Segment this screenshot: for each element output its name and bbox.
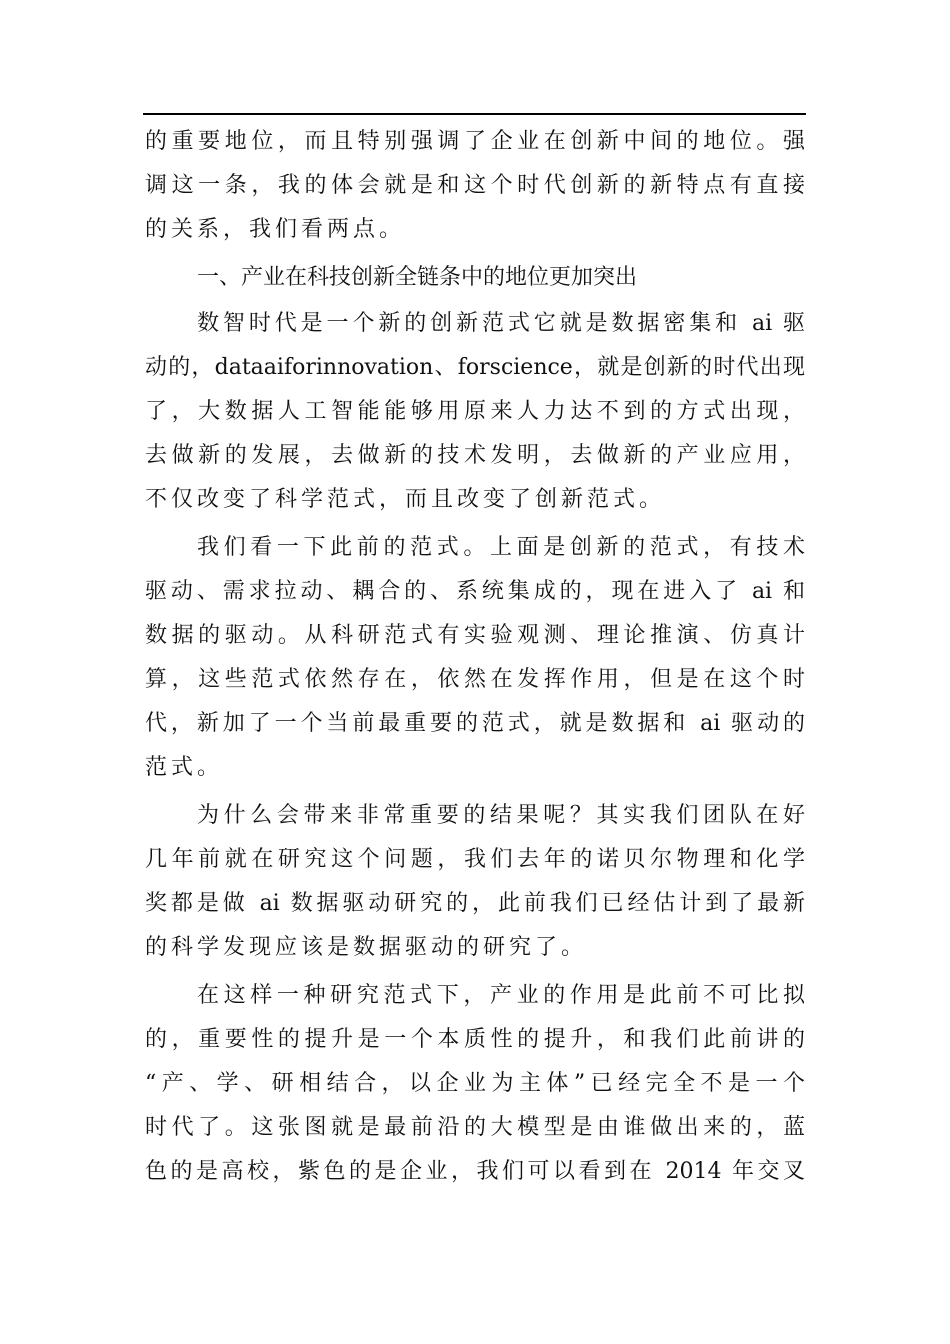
text-line: 调这一条，我的体会就是和这个时代创新的新特点有直接 (145, 173, 805, 198)
text-line: 代，新加了一个当前最重要的范式，就是数据和 ai 驱动的 (145, 711, 805, 736)
text-line: 在这样一种研究范式下，产业的作用是此前不可比拟 (197, 983, 805, 1008)
text-line: 去做新的发展，去做新的技术发明，去做新的产业应用， (145, 443, 805, 468)
paragraph (145, 526, 805, 790)
text-line: 的重要地位，而且特别强调了企业在创新中间的地位。强 (145, 129, 805, 154)
text-line: 算，这些范式依然存在，依然在发挥作用，但是在这个时 (145, 667, 805, 692)
section-heading: 一、产业在科技创新全链条中的地位更加突出 (197, 265, 638, 290)
paragraph (145, 974, 805, 1194)
text-line: 的关系，我们看两点。 (145, 217, 406, 242)
text-line: 数智时代是一个新的创新范式它就是数据密集和 ai 驱 (197, 311, 805, 336)
text-line: 了，大数据人工智能能够用原来人力达不到的方式出现， (145, 399, 805, 424)
paragraph (145, 794, 805, 970)
text-line: 的科学发现应该是数据驱动的研究了。 (145, 935, 588, 960)
header-rule (143, 113, 806, 115)
paragraph (145, 120, 805, 252)
text-line: 色的是高校，紫色的是企业，我们可以看到在 2014 年交叉 (145, 1159, 805, 1184)
text-line: 我们看一下此前的范式。上面是创新的范式，有技术 (197, 535, 805, 560)
text-line: 的，重要性的提升是一个本质性的提升，和我们此前讲的 (145, 1027, 805, 1052)
document-body (145, 120, 805, 1198)
paragraph (145, 302, 805, 522)
text-line: 奖都是做 ai 数据驱动研究的，此前我们已经估计到了最新 (145, 891, 805, 916)
text-line: 数据的驱动。从科研范式有实验观测、理论推演、仿真计 (145, 623, 805, 648)
text-line: “产、学、研相结合，以企业为主体”已经完全不是一个 (145, 1071, 805, 1096)
text-line: 不仅改变了科学范式，而且改变了创新范式。 (145, 487, 666, 512)
text-line: 驱动、需求拉动、耦合的、系统集成的，现在进入了 ai 和 (145, 579, 805, 604)
text-line: 动的，dataaiforinnovation、forscience，就是创新的时代出现 (145, 355, 805, 380)
text-line: 几年前就在研究这个问题，我们去年的诺贝尔物理和化学 (145, 847, 805, 872)
text-line: 为什么会带来非常重要的结果呢？其实我们团队在好 (197, 803, 805, 828)
text-line: 时代了。这张图就是最前沿的大模型是由谁做出来的，蓝 (145, 1115, 805, 1140)
text-line: 范式。 (145, 755, 224, 780)
